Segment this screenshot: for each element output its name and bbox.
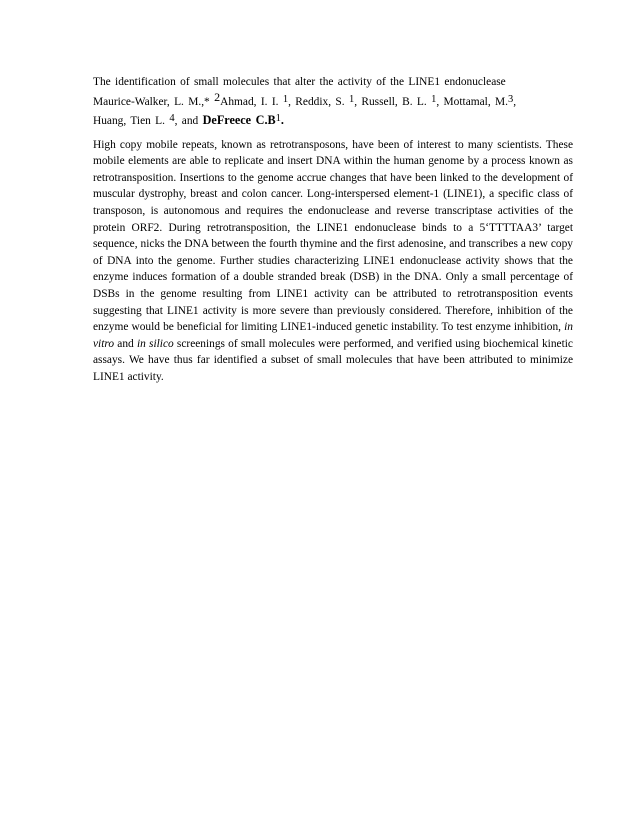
affiliation-marker: 1: [431, 93, 437, 105]
affiliation-marker: 4: [169, 112, 175, 124]
affiliation-marker: 1: [275, 112, 281, 124]
affiliation-marker: 2: [214, 89, 221, 104]
author-defreece: [203, 113, 284, 127]
author-huang: Huang, Tien L.: [93, 114, 165, 127]
affiliation-marker: 3: [508, 93, 514, 105]
document-title: The identification of small molecules that alter the activity of the LINE1 endonuclease: [93, 76, 506, 88]
author-defreece-name: DeFreece C.B: [202, 112, 276, 127]
abstract-body: High copy mobile repeats, known as retrotransposons, have been of interest to many scientists. These mobile elements are able to replicate and insert DNA within the human genome by a process known as retrotransposition. Insertions to the genome accrue changes that have been linked to the development of muscular dystrophy, breast and colon cancer. Long-interspersed element-1 (LINE1), a specific class of transposon, is autonomous and requires the endonuclease and reverse transcriptase activities of the protein ORF2. During retrotransposition, the LINE1 endonuclease binds to a 5‘TTTTAA3’ target sequence, nicks the DNA between the fourth thymine and the first adenosine, and transcribes a new copy of DNA into the genome. Further studies characterizing LINE1 endonuclease activity shows that the enzyme induces formation of a double stranded break (DSB) in the DNA. Only a small percentage of DSBs in the genome resulting from LINE1 activity can be attributed to retrotransposition events suggesting that LINE1 activity is more severe than previously considered. Therefore, inhibition of the enzyme would be beneficial for limiting LINE1-induced genetic instability. To test enzyme inhibition,: [93, 138, 573, 334]
affiliation-marker: 1: [282, 93, 289, 105]
abstract-connector: and: [117, 337, 134, 350]
author-separator: ,: [513, 95, 517, 108]
author-list-end: .: [280, 112, 284, 127]
author-ahmad: Ahmad, I. I.: [220, 95, 279, 108]
author-maurice-walker: Maurice-Walker, L. M.,*: [93, 95, 210, 108]
author-mottamal: , Mottamal, M.: [436, 95, 508, 108]
author-reddix: , Reddix, S.: [288, 95, 345, 108]
affiliation-marker: 1: [348, 93, 355, 105]
italic-term-in-vitro: in vitro: [93, 321, 573, 350]
abstract-text: [93, 137, 573, 386]
author-list: [93, 89, 573, 130]
author-separator: , and: [174, 114, 199, 127]
abstract-block: [93, 74, 573, 386]
author-russell: , Russell, B. L.: [354, 95, 427, 108]
abstract-conclusion: screenings of small molecules were performed, and verified using biochemical kinetic assays. We have thus far identified a subset of small molecules that have been attributed to minimize LINE1 activity.: [93, 337, 573, 383]
italic-term-in-silico: in silico: [136, 337, 174, 350]
